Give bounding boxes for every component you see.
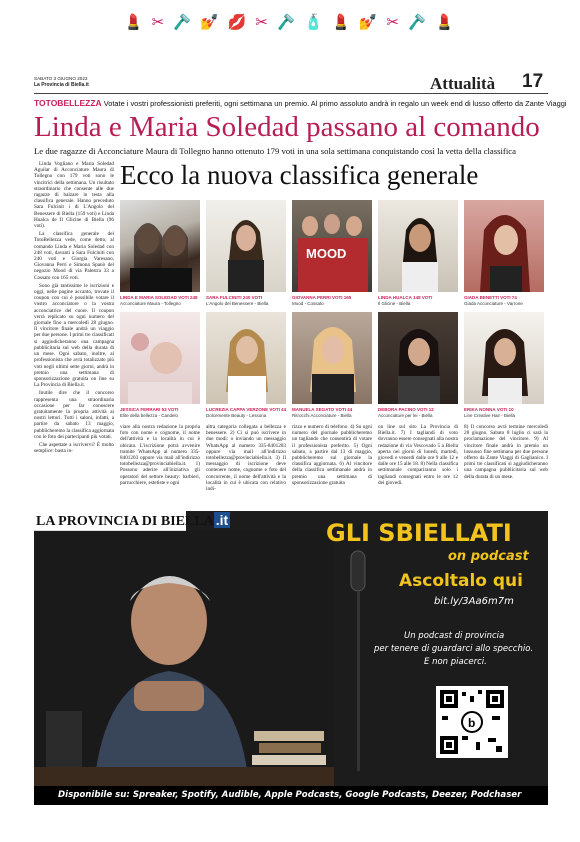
contestant-shop: Elite della bellezza - Candelo: [120, 412, 179, 418]
ranking-photo: [120, 312, 200, 404]
logo-main: LA PROVINCIA DI BIELLA: [36, 514, 214, 529]
header-rule: [34, 93, 548, 94]
portrait-illustration: [464, 200, 544, 292]
paragraph: on line sul sito La Provincia di Biella.it. 7) I tagliandi di voto dovranno essere consegnati alla nostra redazione di via Vescovado 5 a Biella aperta nei giorni di lunedì, martedì, giovedì e venerdì dalle ore 9 alle 12 e dalle ore 15 alle 18. 8) Nella classifica settimanale compariranno solo i tagliandi consegnati entro le ore 12 dei giovedì.: [378, 424, 458, 486]
article-subtitle: Le due ragazze di Acconciature Maura di Tollegno hanno ottenuto 179 voti in una sola settimana conquistando così la vetta della classifica: [34, 146, 516, 156]
ranking-caption: [120, 407, 206, 418]
ranking-caption: [292, 295, 378, 306]
contestant-shop: Mood - Cossato: [292, 300, 324, 306]
ranking-caption: [292, 407, 378, 418]
logo-suffix: .it: [215, 512, 229, 528]
contestant-shop: Acconciature per lei - Biella: [378, 412, 433, 418]
contestant-votes: VOTI 44: [335, 407, 353, 412]
ranking-photo: [464, 312, 544, 404]
contestant-votes: 53 VOTI: [161, 407, 179, 412]
contestant-votes: VOTI 44: [269, 407, 287, 412]
contestant-name: DEBORA PACINO: [378, 407, 416, 412]
ranking-photo: [378, 200, 458, 292]
ranking-caption: [206, 407, 292, 418]
paragraph: La classifica generale del TotoBellezza vede, come detto, al comando Linda e Maria Soledad con 248 voti, davanti a Sara Fulciniti con 240 voti e Giorgia Varesano, Giovanna Perri e Simona Spanò del negozio Mood di via Palestra 33 a Cossato con 165 voti.: [34, 231, 114, 281]
contestant-shop: L'Angolo del Benessere - Biella: [206, 300, 269, 306]
portrait-illustration: [120, 312, 200, 404]
ranking-caption: [464, 295, 550, 306]
contestant-shop: Il Glicine - Biella: [378, 300, 411, 306]
paragraph: rizzo e numero di telefono. 4) Su ogni numero del giornale pubblicheremo un tagliando che consentirà di votare il professionista preferito. 5) Ogni sabato, a partire dal 13 di maggio, pubblicheremo sul giornale la classifica aggiornata. 6) Al vincitore della classifica settimanale andrà in premio una settimana di sponsorizzazione gratuita: [292, 424, 372, 486]
contestant-shop: Ritrocchi Acconciature - Biella: [292, 412, 352, 418]
contestant-name: MANUELA SEGATO: [292, 407, 335, 412]
contestant-name: GIADA BENETTI: [464, 295, 499, 300]
ranking-caption: [378, 407, 464, 418]
microphone-icon: [344, 531, 374, 771]
header-paper: La Provincia di Biella.it: [34, 82, 89, 88]
ranking-photo: [292, 312, 372, 404]
svg-text:b: b: [468, 716, 476, 730]
ranking-title: Ecco la nuova classifica generale: [120, 160, 479, 190]
paragraph: 8) Il concorso avrà termine mercoledì 28 giugno. Sabato 8 luglio ci sarà la proclamazione del vincitore. 9) Al vincitore finale andrà in premio un lussuoso fine settimana per due persone offerto da Zante Viaggi di Gaglianico. I primi tre classificati si aggiudicheranno una campagna pubblicitaria sul web della durata di un mese.: [464, 424, 548, 480]
ranking-photo: [378, 312, 458, 404]
paragraph: Inutile dire che il concorso rappresenta una straordinaria occasione per far conoscere gratuitamente la propria attività ai nostri lettori. Tutti i saloni, infatti, a partire da sabato 13 maggio, pubblicheremo la classifica aggiornata con le foto dei partecipanti più votati.: [34, 390, 114, 440]
paragraph: Linda Vogliano e Maria Soledad Aguilar di Acconciature Maura di Tollegno con 179 voti sono le vincitrici della settimana. Un risultato straordinario che consente alle due ragazze di balzare in testa alla classifica generale. Hanno preceduto Sara Fulcinit i di L'Angolo del Benessere di Biella (159 voti) e Linda Hualca de Il Glicine di Biella (96 voti).: [34, 161, 114, 230]
portrait-illustration: [292, 200, 372, 292]
portrait-illustration: [378, 312, 458, 404]
ranking-photo: [120, 200, 200, 292]
ranking-photo: [206, 312, 286, 404]
contestant-name: LINDA E MARIA SOLEDAD: [120, 295, 177, 300]
contestant-votes: VOTI 165: [332, 295, 352, 300]
header-left: [34, 76, 89, 88]
platforms-text: Disponibile su: Spreaker, Spotify, Audible, Apple Podcasts, Google Podcasts, Deezer, Podchaser: [58, 790, 522, 800]
contestant-votes: 240 VOTI: [242, 295, 263, 300]
ranking-photo: [206, 200, 286, 292]
kicker-text: Votate i vostri professionisti preferiti, ogni settimana un premio. Al primo assoluto andrà in regalo un week end di lusso offerto da Zante Viaggi: [103, 99, 567, 108]
podcast-subtitle: on podcast: [448, 549, 529, 564]
article-title: Linda e Maria Soledad passano al comando: [34, 111, 540, 143]
contestant-shop: Acconciature Maura - Tollegno: [120, 300, 181, 306]
podcast-link[interactable]: bit.ly/3Aa6m7m: [434, 596, 514, 607]
portrait-illustration: [120, 200, 200, 292]
contestant-name: SARA FULCINITI: [206, 295, 242, 300]
podcast-description-3: E non piacerci.: [424, 657, 487, 667]
article-kicker: [34, 98, 567, 108]
article-column: [120, 424, 200, 508]
article-column: [206, 424, 286, 508]
host-photo-illustration: [34, 531, 334, 786]
ranking-caption: [120, 295, 206, 306]
contestant-name: ERIKA NONNA: [464, 407, 496, 412]
contestant-shop: Giada Acconciature - Varrone: [464, 300, 523, 306]
contestant-name: GIOVANNA PERRI: [292, 295, 331, 300]
portrait-illustration: [378, 200, 458, 292]
article-column: [464, 424, 548, 508]
contestant-votes: VOTI 74: [500, 295, 517, 300]
portrait-illustration: [206, 200, 286, 292]
contestant-votes: VOTI 12: [417, 407, 434, 412]
paragraph: Che aspettate a iscrivervi? È molto semplice: basta in-: [34, 441, 114, 455]
portrait-illustration: [464, 312, 544, 404]
article-column: [378, 424, 458, 508]
section-name: Attualità: [430, 74, 496, 93]
decorative-beauty-strip: 💄 ✂ 🪒 💅 💋 ✂ 🪒 🧴 💄 💅 ✂ 🪒 💄: [0, 0, 580, 44]
article-column: [292, 424, 372, 508]
header-date: SABATO 3 GIUGNO 2023: [34, 76, 88, 81]
ranking-caption: [206, 295, 292, 306]
podcast-description-2: per tenere di guardarci allo specchio.: [374, 644, 534, 654]
paragraph: altra categoria collegata a bellezza e benessere. 2) Ci si può iscrivere in due modi: o inviando un messaggio WhatsApp al numero 335-8401203 oppure via mail all'indirizzo totobellezza@provinciabiella.it. 3) Il messaggio di iscrizione deve contenere nome, cognome e foto del concorrente, il nome dell'attività e la località in cui è ubicata con relativo indi-: [206, 424, 286, 493]
article-column-left: [34, 161, 114, 511]
newspaper-logo: [34, 511, 229, 531]
platforms-bar: [34, 786, 548, 805]
portrait-illustration: [292, 312, 372, 404]
qr-code-icon[interactable]: [436, 686, 508, 758]
contestant-votes: VOTI 248: [178, 295, 198, 300]
contestant-shop: Dolcemente Beauty - Lessona: [206, 412, 267, 418]
contestant-shop: Line Creative Hair - Biella: [464, 412, 516, 418]
podcast-title: GLI SBIELLATI: [326, 519, 512, 547]
ranking-photo: [292, 200, 372, 292]
paragraph: viare alla nostra redazione la propria foto con nome e cognome, il nome dell'attività e la località in cui è ubicata. L'iscrizione potrà avvenire tramite WhatsApp al numero 335-8401203 oppure via mail all'indirizzo totobellezza@provinciabiella.it. 1) Possono aderire all'iniziativa gli operatori del settore beauty: barbieri, parrucchiere, estetiste e ogni: [120, 424, 200, 486]
kicker-label: TOTOBELLEZZA: [34, 98, 102, 108]
ranking-photo: [464, 200, 544, 292]
listen-here[interactable]: Ascoltalo qui: [399, 571, 523, 591]
podcast-advertisement[interactable]: [34, 511, 548, 805]
portrait-illustration: [206, 312, 286, 404]
ranking-caption: [464, 407, 550, 418]
podcast-description-1: Un podcast di provincia: [404, 631, 505, 641]
contestant-votes: 148 VOTI: [413, 295, 433, 300]
contestant-votes: VOTI 10: [496, 407, 514, 412]
svg-text:MOOD: MOOD: [306, 246, 347, 261]
page-number: 17: [522, 71, 544, 92]
contestant-name: LINDA HUALCA: [378, 295, 412, 300]
paragraph: Sono già tantissime le iscrizioni e oggi, nelle pagine accanto, trovate il coupon con cui è possibile votare il vostro acconciatore o la vostra acconciatrice del cuore. Il coupon verrà replicato su ogni numero del giornale fino a mercoledì 28 giugno. Il vincitore finale andrà un viaggio per due persone. I primi tre classificati si aggiudicheranno una campagna pubblicitaria sul web della durata di un mese. Ogni sabato, inoltre, al professionista che avrà totalizzato più voti negli ultimi sette giorni, andrà in premio una settimana di sponsorizzazione gratuita on line su La Provincia di Biella.it.: [34, 282, 114, 389]
contestant-name: JESSICA FERRARI: [120, 407, 161, 412]
ranking-caption: [378, 295, 464, 306]
contestant-name: LUCREZIA CAPPA VERZONE: [206, 407, 269, 412]
